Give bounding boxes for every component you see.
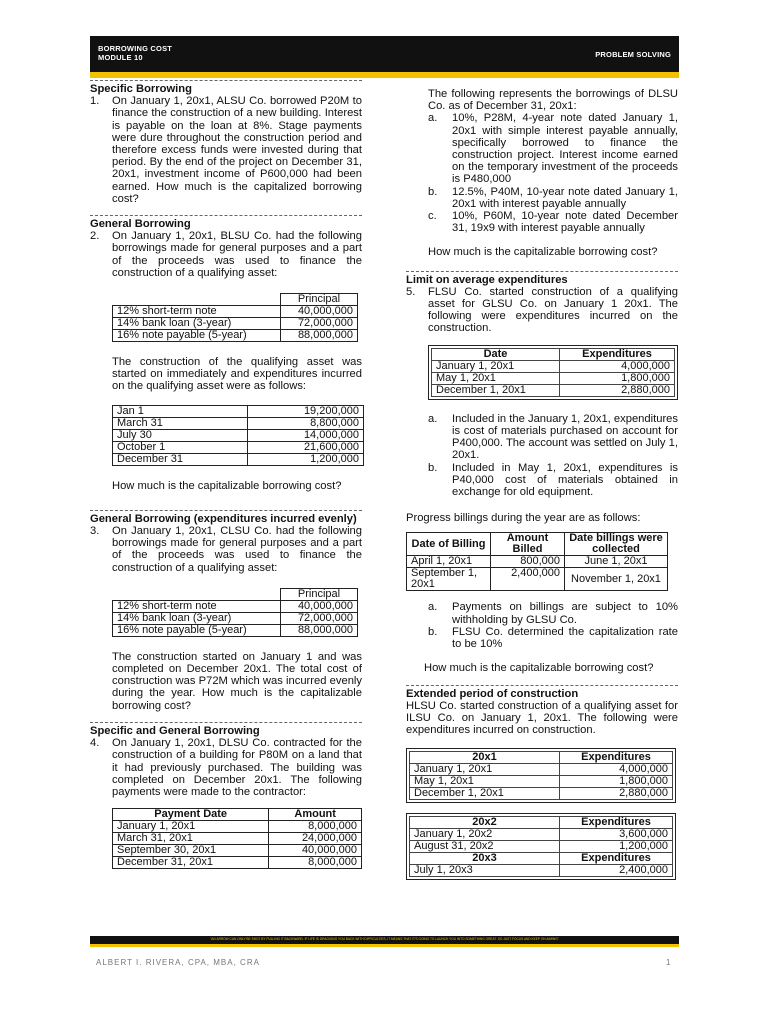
list-item — [428, 112, 678, 185]
notes-list-5 — [428, 413, 678, 498]
problem-text: On January 1, 20x1, CLSU Co. had the following borrowings made for general purposes and a part of the proceeds was used to finance the construction of a qualifying asset: — [112, 525, 362, 574]
table-cell: 3,600,000 — [560, 828, 673, 840]
table-cell: January 1, 20x1 — [432, 360, 560, 372]
table-cell: 2,880,000 — [560, 384, 675, 396]
table-header-cell: Expenditures — [560, 348, 675, 360]
table-cell: 72,000,000 — [281, 318, 358, 330]
table-cell: 14% bank loan (3-year) — [113, 612, 281, 624]
list-item — [428, 601, 678, 625]
table-cell: 1,200,000 — [248, 453, 364, 465]
table-row — [113, 417, 364, 429]
problem-number: 2. — [90, 230, 100, 243]
table-cell: May 1, 20x1 — [410, 776, 560, 788]
table-header-cell: Expenditures — [560, 752, 673, 764]
footer-accent-bar — [90, 944, 679, 947]
table-header-cell: Principal — [281, 588, 358, 600]
table-cell: 24,000,000 — [269, 833, 362, 845]
table-cell: 40,000,000 — [281, 600, 358, 612]
progress-billings-text: Progress billings during the year are as follows: — [406, 512, 641, 525]
table-header-cell: Date — [432, 348, 560, 360]
table-cell: 40,000,000 — [269, 845, 362, 857]
problem-text: On January 1, 20x1, BLSU Co. had the following borrowings made for general purposes and a part of the proceeds was used to finance the construction of a qualifying asset: — [112, 230, 362, 279]
footer-quote-bar — [90, 936, 679, 944]
section-title: Specific and General Borrowing — [90, 724, 260, 737]
table-row — [113, 429, 364, 441]
problem-4 — [90, 737, 362, 798]
table-cell: 800,000 — [491, 556, 565, 568]
section-title: Limit on average expenditures — [406, 273, 568, 286]
table-cell: 21,600,000 — [248, 441, 364, 453]
problem-text: On January 1, 20x1, ALSU Co. borrowed P20M to finance the construction of a new building. Interest is payable on the loan at 8%. Stage payments were dure throughout the construction period and therefore excess funds were invested during that period. By the end of the project on December 31, 20x1, investment income of P600,000 had been earned. How much is the capitalized borrowing cost? — [112, 95, 362, 205]
borrowings-list — [428, 112, 678, 234]
table-cell: 40,000,000 — [281, 306, 358, 318]
table-cell: January 1, 20x1 — [113, 821, 269, 833]
table-row — [410, 788, 673, 800]
page-header — [90, 36, 679, 72]
question-text: How much is the capitalizable borrowing cost? — [428, 246, 658, 259]
table-cell: 16% note payable (5-year) — [113, 330, 281, 342]
table-row — [410, 828, 673, 840]
table-row — [407, 556, 668, 568]
borrowings-table-3 — [112, 588, 362, 637]
table-cell: November 1, 20x1 — [565, 568, 668, 591]
list-letter: b. — [428, 625, 438, 638]
table-row — [432, 384, 675, 396]
table-cell: 8,800,000 — [248, 417, 364, 429]
list-text: Included in May 1, 20x1, expenditures is P40,000 cost of materials obtained in exchange for old equipment. — [452, 461, 678, 499]
table-row — [410, 840, 673, 852]
table-cell: 8,000,000 — [269, 821, 362, 833]
list-letter: a. — [428, 412, 438, 425]
payments-table — [112, 808, 362, 869]
table-cell: December 31 — [113, 453, 248, 465]
table-cell: December 1, 20x1 — [432, 384, 560, 396]
table-header-cell: Amount Billed — [491, 533, 565, 556]
table-cell: March 31, 20x1 — [113, 833, 269, 845]
table-cell: 72,000,000 — [281, 612, 358, 624]
table-row — [113, 857, 362, 869]
problem-3 — [90, 525, 362, 574]
question-text: How much is the capitalizable borrowing cost? — [112, 479, 342, 492]
problem-text: The construction started on January 1 and was completed on December 20x1. The total cost of construction was P72M which was incurred evenly during the year. How much is the capitalizable borrowing cost? — [112, 650, 362, 712]
table-cell: 1,800,000 — [560, 372, 675, 384]
table-header-cell: Principal — [281, 294, 358, 306]
section-title: Specific Borrowing — [90, 83, 192, 95]
table-header-cell — [113, 588, 281, 600]
right-column — [406, 88, 678, 883]
problem-text: On January 1, 20x1, DLSU Co. contracted for the construction of a building for P80M on a land that it had previously purchased. The building was completed on December 20x1. The following payments were made to the contractor: — [112, 737, 362, 798]
table-cell: 2,400,000 — [491, 568, 565, 591]
list-letter: b. — [428, 461, 438, 474]
list-text: 10%, P60M, 10-year note dated December 31, 19x9 with interest payable annually — [452, 210, 678, 235]
header-accent-bar — [90, 72, 679, 78]
table-cell: Jan 1 — [113, 405, 248, 417]
table-cell: May 1, 20x1 — [432, 372, 560, 384]
table-row — [113, 845, 362, 857]
divider — [90, 80, 362, 81]
table-header-cell: 20x2 — [410, 816, 560, 828]
table-header-cell: Amount — [269, 809, 362, 821]
problem-number: 5. — [406, 285, 416, 298]
section-title: General Borrowing — [90, 218, 191, 231]
list-text: Included in the January 1, 20x1, expenditures is cost of materials purchased on account for P400,000. The account was settled on July 1, 20x1. — [452, 412, 678, 462]
problem-2 — [90, 230, 362, 279]
table-cell: 12% short-term note — [113, 306, 281, 318]
table-cell: September 1, 20x1 — [407, 568, 491, 591]
divider — [90, 215, 362, 216]
table-cell: 4,000,000 — [560, 764, 673, 776]
problem-text: The following represents the borrowings of DLSU Co. as of December 31, 20x1: — [428, 88, 678, 113]
problem-text: HLSU Co. started construction of a qualifying asset for ILSU Co. on January 1, 20x1. The following were expenditures incurred on construction. — [406, 699, 678, 737]
table-cell: December 1, 20x1 — [410, 788, 560, 800]
table-header-cell — [113, 294, 281, 306]
table-row — [113, 612, 358, 624]
table-header-cell: Date billings were collected — [565, 533, 668, 556]
table-row — [113, 821, 362, 833]
table-row — [410, 776, 673, 788]
table-row — [410, 764, 673, 776]
table-cell: December 31, 20x1 — [113, 857, 269, 869]
problem-1 — [90, 95, 362, 205]
table-header-cell: 20x1 — [410, 752, 560, 764]
problem-text: FLSU Co. started construction of a qualifying asset for GLSU Co. on January 1 20x1. The following were expenditures incurred on the construction. — [428, 285, 678, 335]
table-cell: 4,000,000 — [560, 360, 675, 372]
left-column — [90, 80, 362, 869]
footer-author: ALBERT I. RIVERA, CPA, MBA, CRA — [96, 958, 260, 967]
expenditures-table-2 — [112, 405, 362, 466]
table-cell: 8,000,000 — [269, 857, 362, 869]
table-cell: June 1, 20x1 — [565, 556, 668, 568]
problem-number: 4. — [90, 737, 100, 750]
table-row — [113, 405, 364, 417]
list-item — [428, 413, 678, 462]
list-item — [428, 186, 678, 210]
list-letter: a. — [428, 601, 438, 614]
table-row — [432, 360, 675, 372]
table-header-cell: Payment Date — [113, 809, 269, 821]
table-row — [113, 318, 358, 330]
table-cell: 1,200,000 — [560, 840, 673, 852]
table-header-cell: Expenditures — [560, 816, 673, 828]
table-header-cell: Date of Billing — [407, 533, 491, 556]
list-item — [428, 210, 678, 234]
problem-5 — [406, 286, 678, 335]
table-header-cell: 20x3 — [410, 852, 560, 864]
table-cell: January 1, 20x2 — [410, 828, 560, 840]
list-text: 12.5%, P40M, 10-year note dated January 1, 20x1 with interest payable annually — [452, 185, 678, 210]
list-letter: c. — [428, 210, 437, 223]
table-cell: 1,800,000 — [560, 776, 673, 788]
table-row — [113, 624, 358, 636]
table-row — [113, 441, 364, 453]
expenditures-table-20x2 — [406, 813, 676, 880]
section-title: Extended period of construction — [406, 687, 579, 700]
table-cell: April 1, 20x1 — [407, 556, 491, 568]
divider — [406, 271, 678, 272]
divider — [90, 510, 362, 511]
table-cell: July 30 — [113, 429, 248, 441]
list-letter: a. — [428, 112, 438, 125]
table-row — [113, 833, 362, 845]
divider — [90, 722, 362, 723]
table-cell: 14,000,000 — [248, 429, 364, 441]
table-cell: 88,000,000 — [281, 330, 358, 342]
problem-number: 3. — [90, 525, 100, 538]
footer-quote: "AN ARROW CAN ONLY BE SHOT BY PULLING IT BACKWARD. IF LIFE IS DRAGGING YOU BACK WITH DIFFICULTIES, IT MEANS THAT IT'S GOING TO LAUNCH YOU INTO SOMETHING GREAT. SO JUST FOCUS AND KEEP ON AIMING" — [210, 937, 559, 941]
question-text: How much is the capitalizable borrowing cost? — [424, 662, 654, 675]
expenditures-table-5 — [428, 345, 678, 400]
table-row — [113, 453, 364, 465]
table-cell: 88,000,000 — [281, 624, 358, 636]
table-row — [432, 372, 675, 384]
list-item — [428, 462, 678, 499]
header-module-title — [98, 44, 172, 62]
table-row — [407, 568, 668, 591]
table-cell: March 31 — [113, 417, 248, 429]
table-cell: October 1 — [113, 441, 248, 453]
table-row — [113, 330, 358, 342]
section-title: General Borrowing (expenditures incurred evenly) — [90, 512, 357, 525]
table-row — [410, 864, 673, 876]
expenditures-table-20x1 — [406, 748, 676, 803]
table-cell: 16% note payable (5-year) — [113, 624, 281, 636]
notes-list-5b — [428, 601, 678, 650]
table-cell: January 1, 20x1 — [410, 764, 560, 776]
list-text: 10%, P28M, 4-year note dated January 1, 20x1 with simple interest payable annually, specifically borrowed to finance the construction project. Interest income earned on the temporary investment of the proceeds is P480,000 — [452, 112, 678, 186]
list-item — [428, 626, 678, 650]
table-cell: 19,200,000 — [248, 405, 364, 417]
list-text: Payments on billings are subject to 10% withholding by GLSU Co. — [452, 601, 678, 626]
table-cell: 14% bank loan (3-year) — [113, 318, 281, 330]
table-cell: 12% short-term note — [113, 600, 281, 612]
list-text: FLSU Co. determined the capitalization rate to be 10% — [452, 625, 678, 651]
page-number: 1 — [666, 958, 671, 967]
list-letter: b. — [428, 185, 438, 198]
table-cell: August 31, 20x2 — [410, 840, 560, 852]
divider — [406, 685, 678, 686]
table-row — [113, 306, 358, 318]
header-module: MODULE 10 — [98, 53, 143, 62]
table-header-cell: Expenditures — [560, 852, 673, 864]
table-cell: 2,400,000 — [560, 864, 673, 876]
table-cell: July 1, 20x3 — [410, 864, 560, 876]
table-cell: September 30, 20x1 — [113, 845, 269, 857]
problem-text: The construction of the qualifying asset was started on immediately and expenditures incurred on the qualifying asset were as follows: — [112, 356, 362, 393]
table-row — [113, 600, 358, 612]
header-title: BORROWING COST — [98, 44, 173, 53]
header-section: PROBLEM SOLVING — [595, 50, 671, 59]
borrowings-table-2 — [112, 293, 362, 342]
billings-table — [406, 532, 678, 591]
table-cell: 2,880,000 — [560, 788, 673, 800]
problem-number: 1. — [90, 95, 100, 108]
